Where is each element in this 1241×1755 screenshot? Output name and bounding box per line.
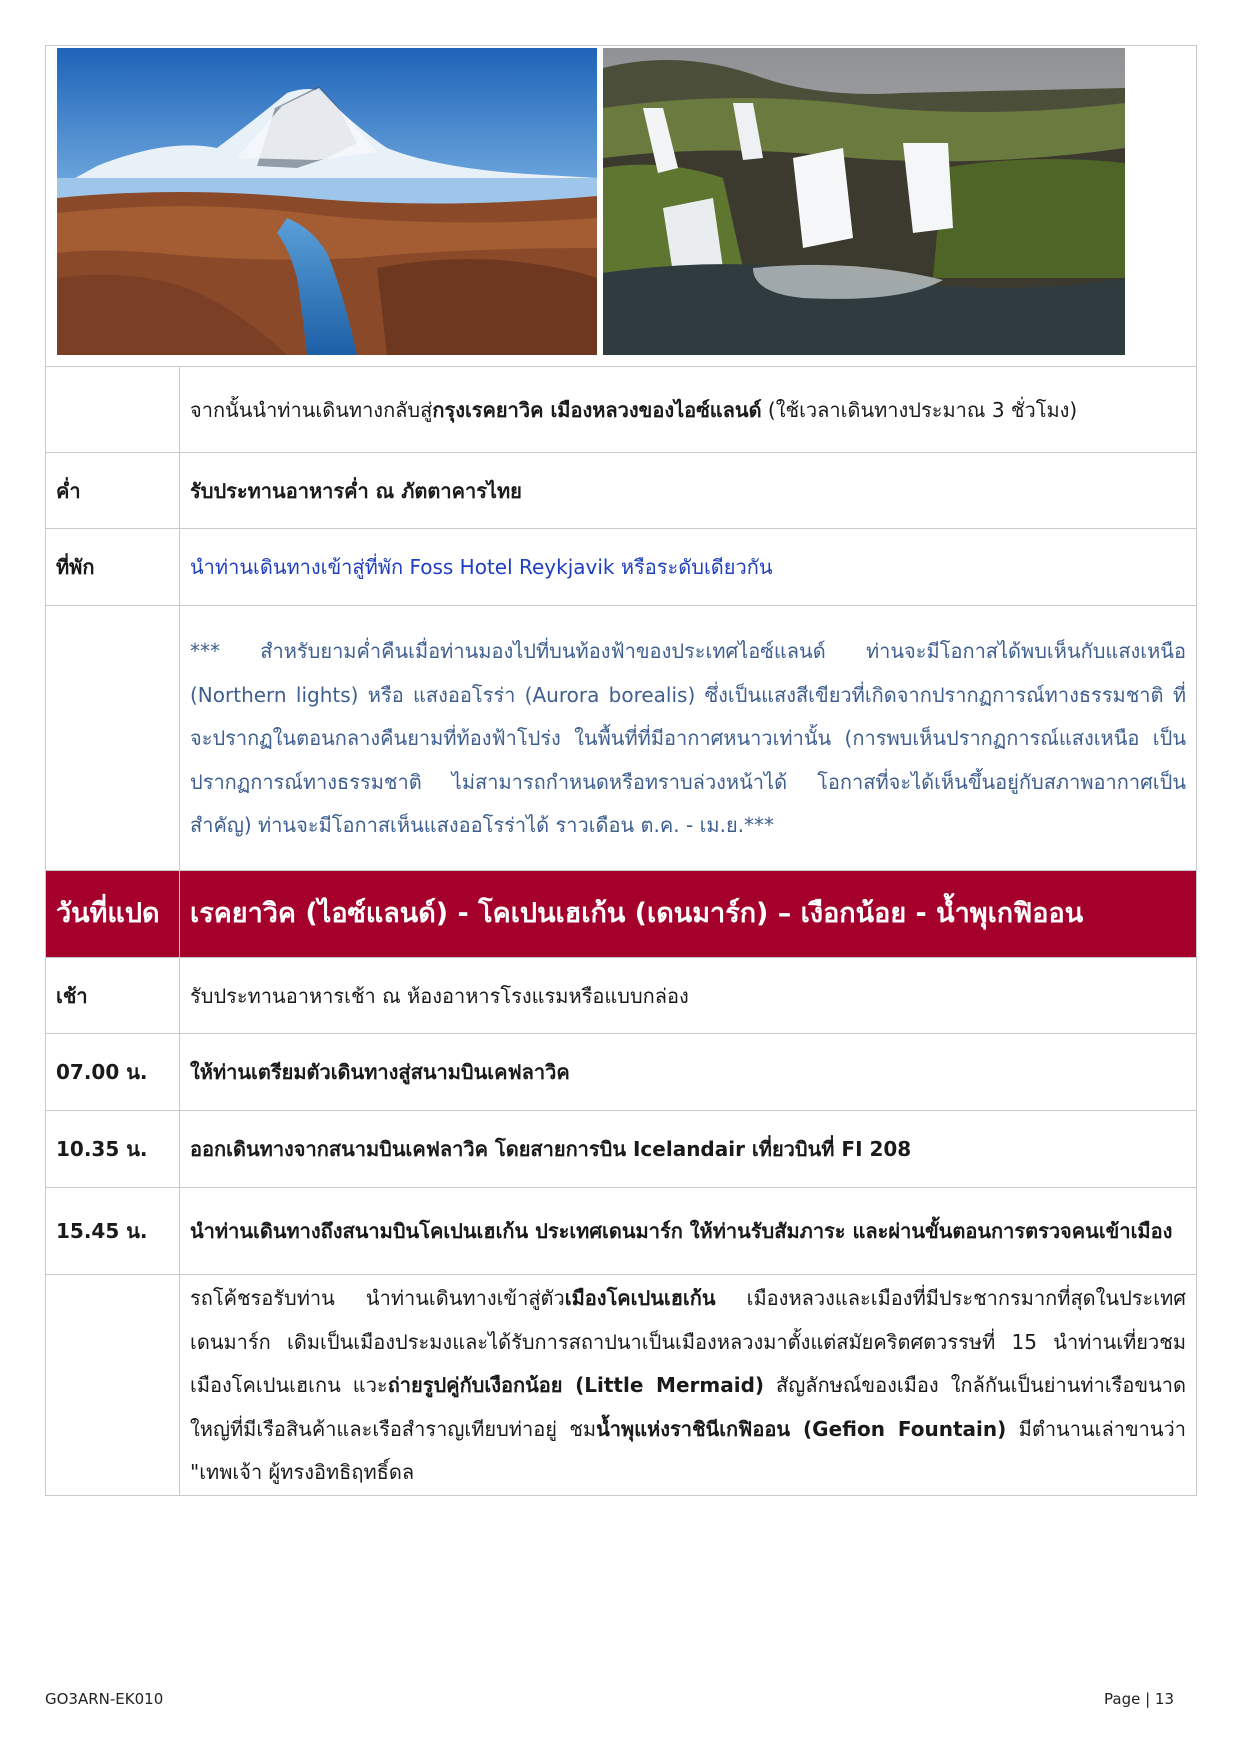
hotel-row (46, 529, 1197, 606)
day-label: วันที่แปด (46, 871, 180, 958)
breakfast-label: เช้า (46, 958, 180, 1034)
dinner-text: รับประทานอาหารค่ำ ณ ภัตตาคารไทย (180, 453, 1197, 529)
text-1035: ออกเดินทางจากสนามบินเคฟลาวิค โดยสายการบิน Icelandair เที่ยวบินที่ FI 208 (180, 1111, 1197, 1188)
copenhagen-highlight: เมืองโคเปนเฮเก้น (564, 1286, 716, 1310)
text-0700: ให้ท่านเตรียมตัวเดินทางสู่สนามบินเคฟลาวิค (180, 1034, 1197, 1111)
aurora-row (46, 606, 1197, 871)
breakfast-row (46, 958, 1197, 1034)
aurora-label-cell (46, 606, 180, 871)
time-0700: 07.00 น. (46, 1034, 180, 1111)
little-mermaid-highlight: ถ่ายรูปคู่กับเงือกน้อย (Little Mermaid) (387, 1373, 765, 1397)
copenhagen-row (46, 1275, 1197, 1496)
tour-code: GO3ARN-EK010 (45, 1690, 164, 1708)
schedule-row-0700 (46, 1034, 1197, 1111)
reykjavik-highlight: กรุงเรคยาวิค เมืองหลวงของไอซ์แลนด์ (432, 397, 762, 422)
dinner-label: ค่ำ (46, 453, 180, 529)
kirkjufell-mountain-photo (57, 48, 597, 355)
schedule-row-1035 (46, 1111, 1197, 1188)
copenhagen-label-cell (46, 1275, 180, 1496)
aurora-note: *** สำหรับยามค่ำคืนเมื่อท่านมองไปที่บนท้องฟ้าของประเทศไอซ์แลนด์ ท่านจะมีโอกาสได้พบเห็นกับแสงเหนือ (Northern lights) หรือ แสงออโรร่า (Aurora borealis) ซึ่งเป็นแสงสีเขียวที่เกิดจากปรากฏการณ์ทางธรรมชาติ ที่จะปรากฏในตอนกลางคืนยามที่ท้องฟ้าโปร่ง ในพื้นที่ที่มีอากาศหนาวเท่านั้น (การพบเห็นปรากฏการณ์แสงเหนือ เป็นปรากฏการณ์ทางธรรมชาติ ไม่สามารถกำหนดหรือทราบล่วงหน้าได้ โอกาสที่จะได้เห็นขึ้นอยู่กับสภาพอากาศเป็นสำคัญ) ท่านจะมีโอกาสเห็นแสงออโรร่าได้ ราวเดือน ต.ค. - เม.ย.*** (180, 606, 1197, 871)
photo-row (46, 46, 1197, 367)
day-eight-header (46, 871, 1197, 958)
page (45, 45, 1196, 1496)
hotel-text: นำท่านเดินทางเข้าสู่ที่พัก Foss Hotel Reykjavik หรือระดับเดียวกัน (180, 529, 1197, 606)
page-number: Page | 13 (1104, 1690, 1174, 1708)
return-text-pre: จากนั้นนำท่านเดินทางกลับสู่ (190, 397, 433, 422)
dinner-row (46, 453, 1197, 529)
itinerary-table (45, 45, 1197, 1496)
photo-cell (46, 46, 1197, 367)
gefion-fountain-highlight: น้ำพุแห่งราชินีเกฟิออน (Gefion Fountain) (596, 1416, 1007, 1441)
kirkjufellsfoss-waterfall-photo (603, 48, 1125, 355)
copenhagen-text (180, 1275, 1197, 1496)
copenhagen-text-2: เมืองหลวงและเมืองที่มีประชากรมากที่สุดในประเทศเดนมาร์ก เดิมเป็นเมืองประมงและได้รับการสถาปนาเป็นเมืองหลวงมาตั้งแต่สมัยคริตศตวรรษที่ 15 นำท่านเที่ยวชมเมืองโคเปนเฮเกน แวะ (190, 1286, 1187, 1397)
hotel-label: ที่พัก (46, 529, 180, 606)
copenhagen-text-3: สัญลักษณ์ของเมือง ใกล้กันเป็นย่านท่าเรือขนาดใหญ่ที่มีเรือสินค้าและเรือสำราญเทียบท่าอยู่ ชม (190, 1373, 1186, 1441)
breakfast-text: รับประทานอาหารเช้า ณ ห้องอาหารโรงแรมหรือแบบกล่อง (180, 958, 1197, 1034)
copenhagen-text-4: มีตำนานเล่าขานว่า "เทพเจ้า ผู้ทรงอิทธิฤทธิ์ดล (190, 1416, 1186, 1484)
return-time-cell (46, 367, 180, 453)
return-text-post: (ใช้เวลาเดินทางประมาณ 3 ชั่วโมง) (761, 397, 1078, 422)
return-row (46, 367, 1197, 453)
time-1545: 15.45 น. (46, 1188, 180, 1275)
text-1545: นำท่านเดินทางถึงสนามบินโคเปนเฮเก้น ประเทศเดนมาร์ก ให้ท่านรับสัมภาระ และผ่านขั้นตอนการตรวจคนเข้าเมือง (180, 1188, 1197, 1275)
schedule-row-1545 (46, 1188, 1197, 1275)
time-1035: 10.35 น. (46, 1111, 180, 1188)
copenhagen-text-1: รถโค้ชรอรับท่าน นำท่านเดินทางเข้าสู่ตัว (190, 1286, 565, 1310)
day-title: เรคยาวิค (ไอซ์แลนด์) - โคเปนเฮเก้น (เดนมาร์ก) – เงือกน้อย - น้ำพุเกฟิออน (180, 871, 1197, 958)
return-text (180, 367, 1197, 453)
